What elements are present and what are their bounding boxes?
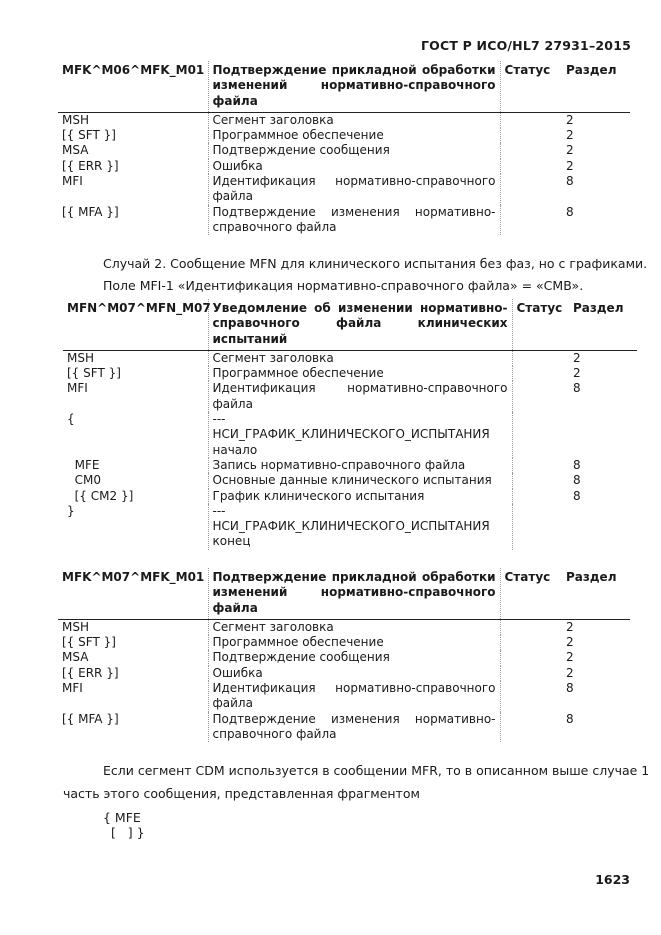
segment-cell: [{ CM2 }] bbox=[67, 488, 134, 503]
status-cell bbox=[500, 635, 562, 650]
segment-cell: MFI bbox=[62, 174, 83, 189]
status-cell bbox=[512, 504, 569, 550]
segment-cell: [{ ERR }] bbox=[62, 665, 119, 680]
table-row bbox=[58, 205, 630, 236]
column-header-section: Раздел bbox=[566, 570, 617, 584]
section-cell: 2 bbox=[566, 143, 574, 158]
table-row bbox=[63, 412, 637, 458]
section-cell bbox=[569, 412, 637, 458]
status-cell bbox=[500, 619, 562, 635]
description-cell: Запись нормативно-справочного файла bbox=[208, 458, 512, 473]
table-header-row bbox=[63, 299, 637, 350]
section-cell: 8 bbox=[573, 381, 581, 396]
page-number: 1623 bbox=[595, 872, 630, 887]
description-cell: Идентификация нормативно-справочного файла bbox=[208, 681, 500, 712]
table-row bbox=[58, 666, 630, 681]
table-row bbox=[58, 635, 630, 650]
case-2-paragraph: Случай 2. Сообщение MFN для клинического испытания без фаз, но с графиками. bbox=[103, 256, 648, 271]
section-cell: 8 bbox=[566, 711, 574, 726]
description-cell: Подтверждение изменения нормативно-справочного файла bbox=[208, 205, 500, 236]
status-cell bbox=[500, 143, 562, 158]
status-cell bbox=[500, 159, 562, 174]
description-cell: Подтверждение сообщения bbox=[208, 143, 500, 158]
column-header-section: Раздел bbox=[566, 63, 617, 77]
table-row bbox=[63, 489, 637, 504]
description-cell: Ошибка bbox=[208, 159, 500, 174]
description-cell: Программное обеспечение bbox=[208, 635, 500, 650]
table-row bbox=[63, 366, 637, 381]
description-cell: Идентификация нормативно-справочного файла bbox=[208, 174, 500, 205]
column-header-message: MFK^M07^MFK_M01 bbox=[62, 570, 205, 584]
table-row bbox=[58, 650, 630, 665]
section-cell: 2 bbox=[566, 128, 574, 143]
segment-cell: } bbox=[67, 503, 75, 518]
segment-cell: [{ MFA }] bbox=[62, 204, 119, 219]
section-cell: 2 bbox=[566, 619, 574, 634]
status-cell bbox=[512, 412, 569, 458]
description-cell: Сегмент заголовка bbox=[208, 112, 500, 128]
cdm-paragraph-line-1: Если сегмент CDM используется в сообщении MFR, то в описанном выше случае 1 bbox=[103, 763, 650, 778]
description-cell: Сегмент заголовка bbox=[208, 619, 500, 635]
description-cell: Программное обеспечение bbox=[208, 366, 512, 381]
segment-cell: MSA bbox=[62, 650, 89, 665]
segment-cell: [{ SFT }] bbox=[62, 128, 116, 143]
table-row bbox=[58, 712, 630, 743]
section-cell: 2 bbox=[566, 158, 574, 173]
table-row bbox=[58, 681, 630, 712]
description-cell: Подтверждение изменения нормативно-справочного файла bbox=[208, 712, 500, 743]
status-cell bbox=[500, 112, 562, 128]
section-cell: 2 bbox=[566, 635, 574, 650]
status-cell bbox=[512, 366, 569, 381]
section-cell: 8 bbox=[573, 457, 581, 472]
status-cell bbox=[512, 489, 569, 504]
status-cell bbox=[512, 350, 569, 366]
column-header-message: MFK^M06^MFK_M01 bbox=[62, 63, 205, 77]
message-table-mfn-m07 bbox=[63, 299, 637, 550]
table-header-row bbox=[58, 568, 630, 619]
description-cell: Идентификация нормативно-справочного файла bbox=[208, 381, 512, 412]
section-cell: 8 bbox=[566, 174, 574, 189]
status-cell bbox=[512, 458, 569, 473]
section-cell: 2 bbox=[573, 350, 581, 365]
mfi-field-paragraph: Поле MFI-1 «Идентификация нормативно-справочного файла» = «CMB». bbox=[103, 278, 584, 293]
column-header-description: Подтверждение прикладной обработки изменений нормативно-справочного файла bbox=[208, 568, 500, 619]
column-header-description: Уведомление об изменении нормативно-справочного файла клинических испытаний bbox=[208, 299, 512, 350]
segment-cell: MFI bbox=[67, 381, 88, 396]
segment-cell: [{ SFT }] bbox=[67, 366, 121, 381]
cdm-paragraph-line-2: часть этого сообщения, представленная фрагментом bbox=[63, 786, 420, 801]
table-row bbox=[58, 619, 630, 635]
description-cell: --- НСИ_ГРАФИК_КЛИНИЧЕСКОГО_ИСПЫТАНИЯ начало bbox=[208, 412, 512, 458]
table-row bbox=[63, 504, 637, 550]
status-cell bbox=[500, 681, 562, 712]
message-table-mfk-m07 bbox=[58, 568, 630, 742]
table-row bbox=[63, 458, 637, 473]
segment-cell: { bbox=[67, 412, 75, 427]
description-cell: Сегмент заголовка bbox=[208, 350, 512, 366]
table-row bbox=[63, 473, 637, 488]
column-header-status: Статус bbox=[516, 301, 563, 315]
status-cell bbox=[500, 128, 562, 143]
segment-cell: MSH bbox=[67, 350, 94, 365]
description-cell: Ошибка bbox=[208, 666, 500, 681]
section-cell bbox=[569, 504, 637, 550]
section-cell: 8 bbox=[566, 204, 574, 219]
section-cell: 8 bbox=[573, 473, 581, 488]
column-header-status: Статус bbox=[504, 63, 551, 77]
section-cell: 2 bbox=[566, 650, 574, 665]
description-cell: Основные данные клинического испытания bbox=[208, 473, 512, 488]
table-row bbox=[63, 350, 637, 366]
segment-cell: [{ MFA }] bbox=[62, 711, 119, 726]
section-cell: 2 bbox=[573, 366, 581, 381]
description-cell: Программное обеспечение bbox=[208, 128, 500, 143]
section-cell: 2 bbox=[566, 665, 574, 680]
code-fragment-line-2: [ ] } bbox=[103, 825, 145, 840]
column-header-section: Раздел bbox=[573, 301, 624, 315]
table-header-row bbox=[58, 61, 630, 112]
segment-cell: MSA bbox=[62, 143, 89, 158]
status-cell bbox=[500, 650, 562, 665]
column-header-description: Подтверждение прикладной обработки изменений нормативно-справочного файла bbox=[208, 61, 500, 112]
status-cell bbox=[500, 205, 562, 236]
description-cell: --- НСИ_ГРАФИК_КЛИНИЧЕСКОГО_ИСПЫТАНИЯ конец bbox=[208, 504, 512, 550]
segment-cell: [{ ERR }] bbox=[62, 158, 119, 173]
column-header-message: MFN^M07^MFN_M07 bbox=[67, 301, 211, 315]
segment-cell: MSH bbox=[62, 112, 89, 127]
table-row bbox=[58, 159, 630, 174]
status-cell bbox=[500, 666, 562, 681]
segment-cell: MFI bbox=[62, 681, 83, 696]
code-fragment-line-1: { MFE bbox=[103, 810, 141, 825]
section-cell: 2 bbox=[566, 112, 574, 127]
table-row bbox=[58, 128, 630, 143]
status-cell bbox=[500, 174, 562, 205]
segment-cell: MFE bbox=[67, 457, 100, 472]
description-cell: Подтверждение сообщения bbox=[208, 650, 500, 665]
status-cell bbox=[512, 473, 569, 488]
table-row bbox=[58, 143, 630, 158]
segment-cell: MSH bbox=[62, 619, 89, 634]
table-row bbox=[58, 112, 630, 128]
segment-cell: [{ SFT }] bbox=[62, 635, 116, 650]
status-cell bbox=[500, 712, 562, 743]
section-cell: 8 bbox=[573, 488, 581, 503]
status-cell bbox=[512, 381, 569, 412]
segment-cell: CM0 bbox=[67, 473, 101, 488]
description-cell: График клинического испытания bbox=[208, 489, 512, 504]
table-row bbox=[63, 381, 637, 412]
message-table-mfk-m06 bbox=[58, 61, 630, 235]
section-cell: 8 bbox=[566, 681, 574, 696]
column-header-status: Статус bbox=[504, 570, 551, 584]
standard-header: ГОСТ Р ИСО/HL7 27931–2015 bbox=[421, 38, 631, 53]
table-row bbox=[58, 174, 630, 205]
